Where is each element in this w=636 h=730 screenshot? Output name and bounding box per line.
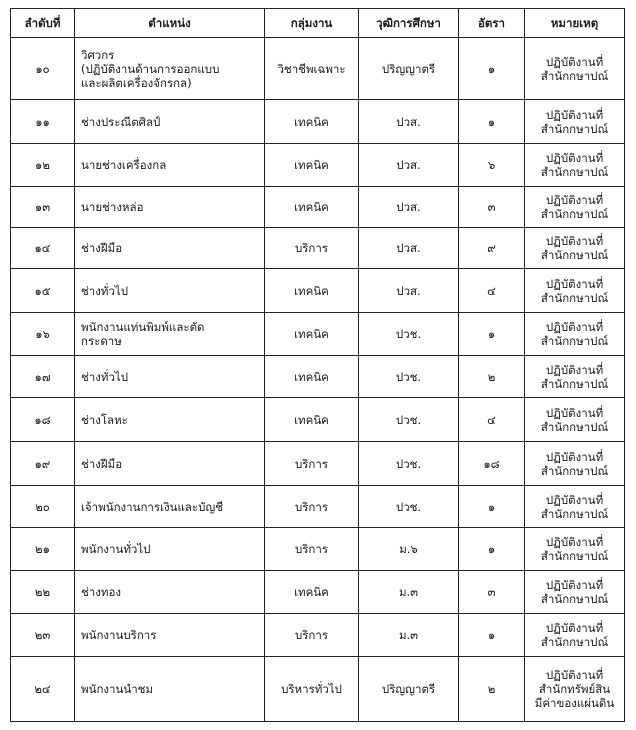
cell-position (75, 571, 265, 614)
position-line: พนักงานแท่นพิมพ์และตัด (81, 320, 205, 334)
cell-order: ๒๓ (11, 614, 75, 657)
remark-line: ปฏิบัติงานที่ (545, 276, 604, 291)
remark-line: มีค่าของแผ่นดิน (534, 696, 615, 710)
remark-line: ปฏิบัติงานที่ (545, 535, 604, 549)
cell-education: ปวช. (359, 356, 459, 398)
table-row (11, 398, 625, 442)
cell-work-group: เทคนิค (265, 100, 359, 144)
table-row (11, 614, 625, 657)
header-work-group: กลุ่มงาน (265, 9, 359, 38)
cell-education: ปวส. (359, 269, 459, 313)
cell-order: ๑๙ (11, 442, 75, 486)
cell-work-group: เทคนิค (265, 144, 359, 187)
cell-order: ๑๗ (11, 356, 75, 398)
cell-position (75, 38, 265, 100)
position-line: กระดาษ (81, 334, 122, 348)
cell-education: ปวช. (359, 313, 459, 356)
remark-line: สำนักกษาปณ์ (540, 165, 609, 179)
cell-remark (525, 486, 625, 528)
remark-line: สำนักกษาปณ์ (540, 549, 609, 563)
cell-rate: ๑ (459, 38, 525, 100)
position-line: และผลิตเครื่องจักรกล) (81, 75, 192, 90)
remark-line: สำนักกษาปณ์ (540, 376, 609, 391)
cell-work-group: เทคนิค (265, 313, 359, 356)
table-header-row (11, 9, 625, 38)
cell-position (75, 313, 265, 356)
cell-education: ปวช. (359, 442, 459, 486)
cell-remark (525, 187, 625, 228)
positions-table (10, 8, 625, 722)
cell-remark (525, 614, 625, 657)
cell-rate: ๑๘ (459, 442, 525, 486)
cell-remark (525, 38, 625, 100)
remark-line: สำนักทรัพย์สิน (538, 682, 611, 696)
cell-position (75, 356, 265, 398)
table-row (11, 657, 625, 722)
cell-rate: ๓ (459, 571, 525, 614)
position-line: ช่างโลหะ (81, 412, 128, 427)
table-row (11, 38, 625, 100)
cell-work-group: เทคนิค (265, 398, 359, 442)
remark-line: ปฏิบัติงานที่ (545, 151, 604, 165)
cell-position (75, 528, 265, 571)
table-row (11, 144, 625, 187)
cell-order: ๒๑ (11, 528, 75, 571)
cell-remark (525, 398, 625, 442)
remark-line: ปฏิบัติงานที่ (545, 621, 604, 635)
cell-remark (525, 228, 625, 269)
cell-education: ปวส. (359, 228, 459, 269)
header-order: ลำดับที่ (11, 9, 75, 38)
cell-order: ๑๒ (11, 144, 75, 187)
cell-rate: ๔ (459, 398, 525, 442)
cell-order: ๑๐ (11, 38, 75, 100)
table-row (11, 571, 625, 614)
remark-line: ปฏิบัติงานที่ (545, 362, 604, 377)
cell-remark (525, 356, 625, 398)
remark-line: ปฏิบัติงานที่ (545, 492, 604, 507)
cell-remark (525, 313, 625, 356)
cell-education: ปริญญาตรี (359, 657, 459, 722)
cell-work-group: บริการ (265, 486, 359, 528)
cell-education: ปวส. (359, 144, 459, 187)
cell-education: ปวช. (359, 486, 459, 528)
table-row (11, 356, 625, 398)
position-line: พนักงานบริการ (81, 628, 157, 642)
cell-rate: ๑ (459, 528, 525, 571)
table-row (11, 442, 625, 486)
cell-work-group: บริการ (265, 528, 359, 571)
cell-remark (525, 144, 625, 187)
header-remark: หมายเหตุ (525, 9, 625, 38)
cell-position (75, 398, 265, 442)
position-line: นายช่างเครื่องกล (81, 158, 167, 172)
remark-line: สำนักกษาปณ์ (540, 248, 609, 262)
remark-line: ปฏิบัติงานที่ (545, 668, 604, 682)
position-line: วิศวกร (81, 47, 115, 62)
table-row (11, 269, 625, 313)
cell-position (75, 228, 265, 269)
cell-order: ๑๘ (11, 398, 75, 442)
table-row (11, 187, 625, 228)
table-row (11, 486, 625, 528)
header-education: วุฒิการศึกษา (359, 9, 459, 38)
cell-position (75, 144, 265, 187)
cell-order: ๑๖ (11, 313, 75, 356)
cell-education: ปวส. (359, 187, 459, 228)
cell-rate: ๑ (459, 486, 525, 528)
position-line: พนักงานนำชม (81, 682, 154, 696)
cell-work-group: เทคนิค (265, 571, 359, 614)
remark-line: ปฏิบัติงานที่ (545, 107, 604, 122)
remark-line: สำนักกษาปณ์ (540, 207, 609, 221)
cell-order: ๒๔ (11, 657, 75, 722)
cell-position (75, 269, 265, 313)
remark-line: สำนักกษาปณ์ (540, 68, 609, 83)
remark-line: ปฏิบัติงานที่ (545, 578, 604, 592)
cell-order: ๑๔ (11, 228, 75, 269)
cell-education: ม.๖ (359, 528, 459, 571)
remark-line: สำนักกษาปณ์ (540, 334, 609, 348)
cell-rate: ๒ (459, 356, 525, 398)
remark-line: ปฏิบัติงานที่ (545, 193, 604, 207)
cell-remark (525, 571, 625, 614)
table-row (11, 228, 625, 269)
cell-remark (525, 100, 625, 144)
cell-order: ๒๐ (11, 486, 75, 528)
cell-position (75, 657, 265, 722)
remark-line: สำนักกษาปณ์ (540, 592, 609, 606)
table-row (11, 313, 625, 356)
table-body (11, 38, 625, 722)
remark-line: ปฏิบัติงานที่ (545, 234, 604, 248)
remark-line: สำนักกษาปณ์ (540, 290, 609, 305)
cell-position (75, 100, 265, 144)
cell-work-group: บริการ (265, 228, 359, 269)
remark-line: ปฏิบัติงานที่ (545, 320, 604, 334)
position-line: ช่างประณีตศิลป์ (81, 114, 161, 129)
table-row (11, 528, 625, 571)
remark-line: สำนักกษาปณ์ (540, 121, 609, 136)
cell-remark (525, 442, 625, 486)
header-position: ตำแหน่ง (75, 9, 265, 38)
cell-rate: ๓ (459, 187, 525, 228)
cell-education: ปวส. (359, 100, 459, 144)
position-line: (ปฏิบัติงานด้านการออกแบบ (81, 61, 220, 76)
cell-remark (525, 657, 625, 722)
cell-rate: ๒ (459, 657, 525, 722)
cell-work-group: บริการ (265, 442, 359, 486)
cell-order: ๑๕ (11, 269, 75, 313)
cell-position (75, 614, 265, 657)
cell-order: ๑๓ (11, 187, 75, 228)
position-line: ช่างทั่วไป (81, 369, 128, 384)
cell-remark (525, 528, 625, 571)
position-line: พนักงานทั่วไป (81, 542, 151, 556)
cell-position (75, 187, 265, 228)
table-row (11, 100, 625, 144)
cell-rate: ๑ (459, 100, 525, 144)
cell-education: ม.๓ (359, 614, 459, 657)
cell-rate: ๖ (459, 144, 525, 187)
position-line: ช่างฝีมือ (81, 241, 123, 255)
cell-order: ๒๒ (11, 571, 75, 614)
cell-work-group: บริการ (265, 614, 359, 657)
cell-order: ๑๑ (11, 100, 75, 144)
cell-work-group: เทคนิค (265, 187, 359, 228)
remark-line: ปฏิบัติงานที่ (545, 54, 604, 69)
cell-work-group: บริหารทั่วไป (265, 657, 359, 722)
cell-rate: ๑ (459, 614, 525, 657)
cell-education: ม.๓ (359, 571, 459, 614)
remark-line: สำนักกษาปณ์ (540, 463, 609, 478)
cell-education: ปริญญาตรี (359, 38, 459, 100)
position-line: ช่างทั่วไป (81, 283, 128, 298)
remark-line: ปฏิบัติงานที่ (545, 405, 604, 420)
cell-position (75, 442, 265, 486)
cell-work-group: เทคนิค (265, 269, 359, 313)
position-line: ช่างทอง (81, 585, 121, 599)
header-rate: อัตรา (459, 9, 525, 38)
remark-line: ปฏิบัติงานที่ (545, 449, 604, 464)
position-line: นายช่างหล่อ (81, 200, 144, 214)
cell-rate: ๑ (459, 313, 525, 356)
cell-rate: ๙ (459, 228, 525, 269)
cell-remark (525, 269, 625, 313)
cell-work-group: วิชาชีพเฉพาะ (265, 38, 359, 100)
position-line: เจ้าพนักงานการเงินและบัญชี (81, 499, 224, 514)
position-line: ช่างฝีมือ (81, 456, 123, 471)
remark-line: สำนักกษาปณ์ (540, 635, 609, 649)
cell-education: ปวช. (359, 398, 459, 442)
cell-position (75, 486, 265, 528)
remark-line: สำนักกษาปณ์ (540, 506, 609, 521)
cell-work-group: เทคนิค (265, 356, 359, 398)
cell-rate: ๔ (459, 269, 525, 313)
remark-line: สำนักกษาปณ์ (540, 419, 609, 434)
